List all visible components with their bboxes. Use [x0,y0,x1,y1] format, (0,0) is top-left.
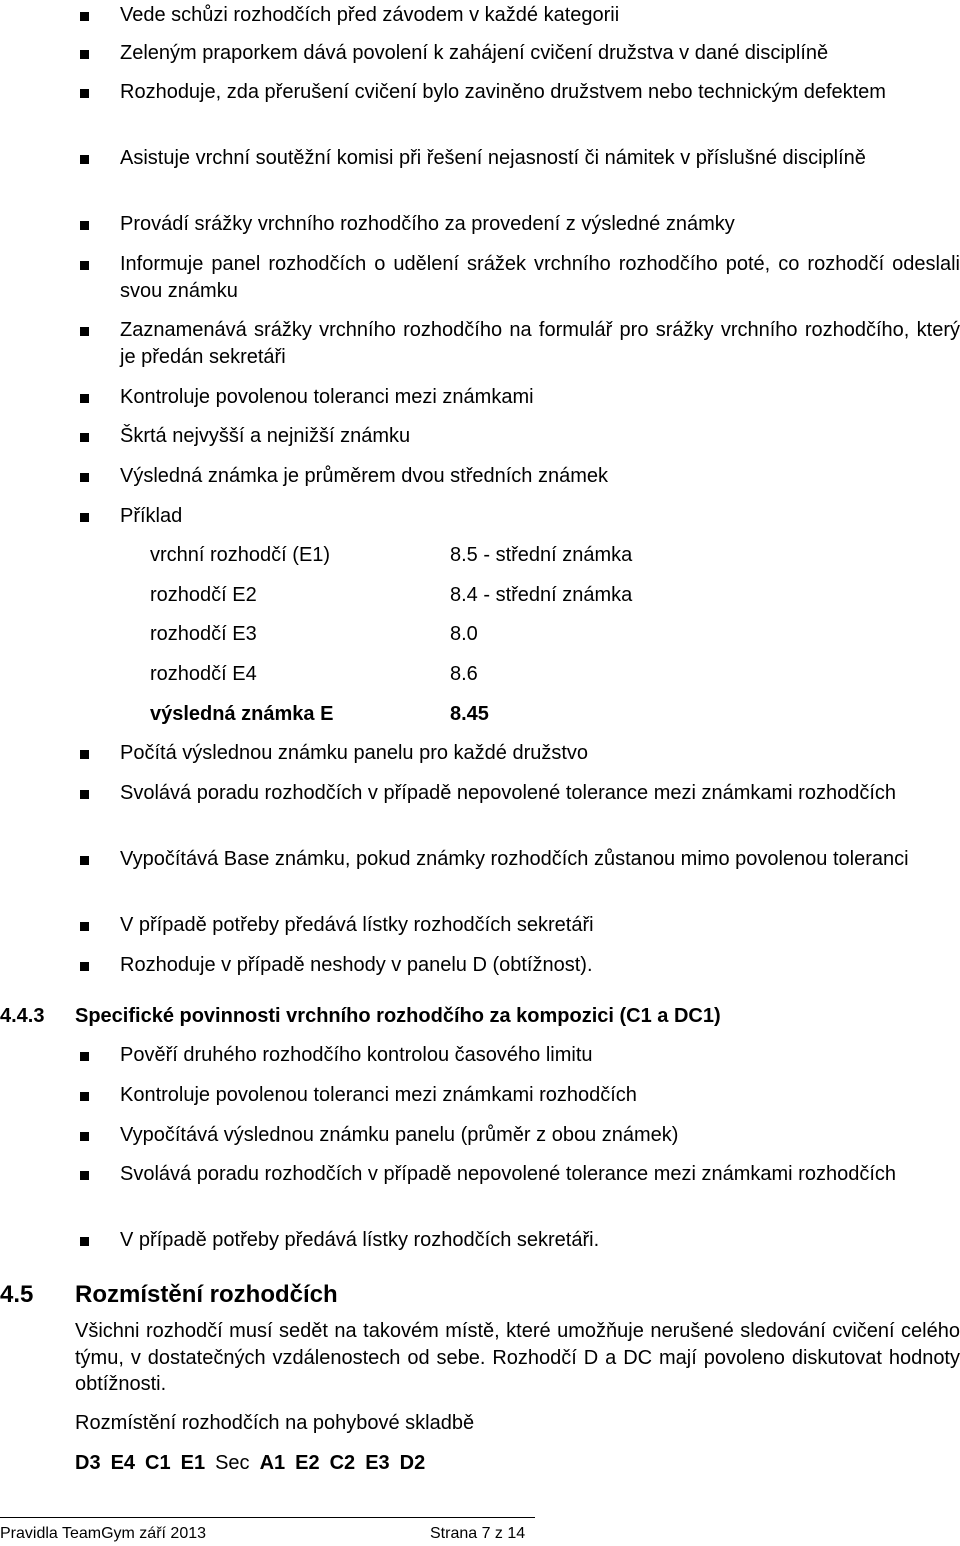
footer-left: Pravidla TeamGym září 2013 [0,1525,207,1542]
bullet-square-icon [80,221,89,230]
position-label: A1 [259,1452,286,1474]
example-result-label: výsledná známka E [150,703,334,725]
bullet-square-icon [80,50,89,59]
bullet-square-icon [80,1237,89,1246]
list-item-text: Vypočítává výslednou známku panelu (průměr z obou známek) [120,1124,679,1146]
list-item-text: Rozhoduje v případě neshody v panelu D (obtížnost). [120,954,593,976]
list-item-text: Provádí srážky vrchního rozhodčího za provedení z výsledné známky [120,213,735,235]
example-result-value: 8.45 [450,703,489,725]
footer-divider [0,1517,535,1518]
bullet-square-icon [80,261,89,270]
bullet-square-icon [80,790,89,799]
bullet-square-icon [80,750,89,759]
bullet-square-icon [80,433,89,442]
list-item-text: Vypočítává Base známku, pokud známky rozhodčích zůstanou mimo povolenou toleranci [120,848,909,870]
example-value: 8.6 [450,663,478,685]
footer-page-number: Strana 7 z 14 [430,1525,526,1542]
section-heading: Specifické povinnosti vrchního rozhodčího za kompozici (C1 a DC1) [75,1005,721,1027]
section-paragraph: Všichni rozhodčí musí sedět na takovém místě, které umožňuje nerušené sledování cvičení celého týmu, v dostatečných vzdálenostech od sebe. Rozhodčí D a DC mají povoleno diskutovat hodnoty obtížnosti. [75,1320,960,1395]
position-label: E4 [110,1452,136,1474]
section-number: 4.5 [0,1281,34,1308]
position-label: E3 [365,1452,390,1474]
list-item-text: Počítá výslednou známku panelu pro každé družstvo [120,742,589,764]
bullet-square-icon [80,1132,89,1141]
bullet-square-icon [80,1092,89,1101]
list-item-text: Asistuje vrchní soutěžní komisi při řešení nejasností či námitek v příslušné disciplíně [120,147,866,169]
list-item-text: V případě potřeby předává lístky rozhodčích sekretáři. [120,1229,600,1251]
list-item-text: Zeleným praporkem dává povolení k zahájení cvičení družstva v dané disciplíně [120,42,829,64]
bullet-square-icon [80,856,89,865]
section-heading: Rozmístění rozhodčích [75,1281,338,1308]
list-item-text: Výsledná známka je průměrem dvou středních známek [120,465,609,487]
list-item-text: Zaznamenává srážky vrchního rozhodčího na formulář pro srážky vrchního rozhodčího, který je předán sekretáři [120,319,960,368]
section-number: 4.4.3 [0,1005,45,1027]
list-item-text: Kontroluje povolenou toleranci mezi známkami rozhodčích [120,1084,637,1106]
list-item-text: Informuje panel rozhodčích o udělení srážek vrchního rozhodčího poté, co rozhodčí odeslali svou známku [120,253,960,302]
bullet-square-icon [80,962,89,971]
example-value: 8.4 - střední známka [450,584,633,606]
list-item-text: Škrtá nejvyšší a nejnižší známku [120,425,411,447]
bullet-square-icon [80,1052,89,1061]
list-item-text: Svolává poradu rozhodčích v případě nepovolené tolerance mezi známkami rozhodčích [120,782,896,804]
example-value: 8.0 [450,623,478,645]
judge-placement-sequence [75,1450,435,1476]
position-label: C1 [145,1452,171,1474]
bullet-square-icon [80,513,89,522]
position-label: C2 [329,1452,356,1474]
list-item-text: Svolává poradu rozhodčích v případě nepovolené tolerance mezi známkami rozhodčích [120,1163,896,1185]
example-label: rozhodčí E2 [150,584,257,606]
position-label: D3 [75,1452,101,1474]
position-label: D2 [399,1452,426,1474]
position-label: Sec [215,1452,250,1474]
bullet-square-icon [80,89,89,98]
bullet-square-icon [80,327,89,336]
bullet-square-icon [80,473,89,482]
list-item-text: Vede schůzi rozhodčích před závodem v každé kategorii [120,4,620,26]
example-label: rozhodčí E4 [150,663,257,685]
bullet-square-icon [80,922,89,931]
example-label: rozhodčí E3 [150,623,257,645]
list-item-text: Kontroluje povolenou toleranci mezi známkami [120,386,534,408]
list-item-text: Příklad [120,505,183,527]
example-label: vrchní rozhodčí (E1) [150,544,331,566]
position-label: E2 [295,1452,320,1474]
list-item-text: Rozhoduje, zda přerušení cvičení bylo zaviněno družstvem nebo technickým defektem [120,81,886,103]
bullet-square-icon [80,394,89,403]
list-item-text: V případě potřeby předává lístky rozhodčích sekretáři [120,914,594,936]
position-label: E1 [180,1452,206,1474]
example-value: 8.5 - střední známka [450,544,633,566]
bullet-square-icon [80,155,89,164]
bullet-square-icon [80,12,89,21]
list-item-text: Pověří druhého rozhodčího kontrolou časového limitu [120,1044,593,1066]
section-subtitle: Rozmístění rozhodčích na pohybové skladbě [75,1412,475,1434]
bullet-square-icon [80,1171,89,1180]
